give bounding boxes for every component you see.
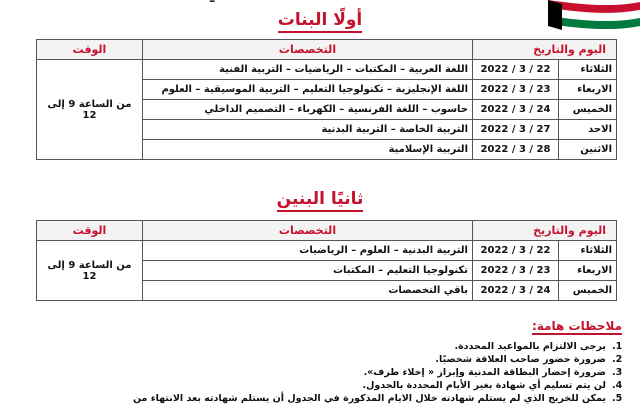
- table-header-row: [37, 40, 617, 60]
- note-number: .1: [612, 341, 623, 352]
- note-text: ضرورة إحضار البطاقة المدنية وإبراز « إخلاء طرف».: [363, 367, 606, 378]
- notes-title: ملاحظات هامة:: [532, 319, 622, 333]
- header-fragment: [210, 0, 214, 6]
- date-cell: 2022 / 3 / 23: [473, 261, 559, 281]
- header-subjects: التخصصات: [143, 221, 473, 241]
- note-text: لن يتم تسليم أي شهادة بغير الأيام المحددة بالجدول.: [362, 380, 606, 391]
- table-row: [37, 241, 617, 261]
- date-cell: 2022 / 3 / 23: [473, 80, 559, 100]
- subjects-cell: اللغة العربية – المكتبات – الرياضيات – التربية الفنية: [143, 60, 473, 80]
- day-cell: الخميس: [559, 281, 617, 301]
- date-cell: 2022 / 3 / 28: [473, 140, 559, 160]
- notes-list: [132, 340, 626, 405]
- girls-section-title: أولًا البنات: [0, 9, 640, 33]
- day-cell: الثلاثاء: [559, 60, 617, 80]
- list-item: [156, 340, 626, 353]
- time-cell: من الساعة 9 إلى 12: [37, 241, 143, 301]
- day-cell: الاحد: [559, 120, 617, 140]
- header-day-date: اليوم والتاريخ: [473, 221, 617, 241]
- day-cell: الثلاثاء: [559, 241, 617, 261]
- note-number: .4: [612, 380, 623, 391]
- note-text: يرجى الالتزام بالمواعيد المحددة.: [454, 341, 606, 352]
- list-item: [156, 379, 626, 392]
- note-text: يمكن للخريج الذي لم يستلم شهادته خلال الايام المذكورة في الجدول أن يستلم شهادته بعد الانتهاء من: [132, 393, 606, 404]
- note-text: ضرورة حضور صاحب العلاقة شخصيًا.: [435, 354, 606, 365]
- day-cell: الخميس: [559, 100, 617, 120]
- header-day-date: اليوم والتاريخ: [473, 40, 617, 60]
- day-cell: الاثنين: [559, 140, 617, 160]
- note-number: .5: [612, 393, 623, 404]
- subjects-cell: تكنولوجيا التعليم – المكتبات: [143, 261, 473, 281]
- boys-section-title: ثانيًا البنين: [0, 188, 640, 212]
- table-header-row: [37, 221, 617, 241]
- date-cell: 2022 / 3 / 22: [473, 241, 559, 261]
- header-subjects: التخصصات: [143, 40, 473, 60]
- date-cell: 2022 / 3 / 27: [473, 120, 559, 140]
- date-cell: 2022 / 3 / 22: [473, 60, 559, 80]
- table-row: [37, 60, 617, 80]
- note-number: .2: [612, 354, 623, 365]
- subjects-cell: حاسوب – اللغة الفرنسية – الكهرباء – التصميم الداخلي: [143, 100, 473, 120]
- date-cell: 2022 / 3 / 24: [473, 100, 559, 120]
- list-item: [132, 392, 626, 405]
- girls-schedule-table: [36, 39, 617, 160]
- day-cell: الاربعاء: [559, 261, 617, 281]
- subjects-cell: التربية الخاصة – التربية البدنية: [143, 120, 473, 140]
- subjects-cell: اللغة الإنجليزية – تكنولوجيا التعليم – التربية الموسيقية – العلوم: [143, 80, 473, 100]
- date-cell: 2022 / 3 / 24: [473, 281, 559, 301]
- list-item: [156, 366, 626, 379]
- header-time: الوقت: [37, 221, 143, 241]
- note-number: .3: [612, 367, 623, 378]
- time-cell: من الساعة 9 إلى 12: [37, 60, 143, 160]
- list-item: [156, 353, 626, 366]
- subjects-cell: باقي التخصصات: [143, 281, 473, 301]
- subjects-cell: التربية البدنية – العلوم – الرياضيات: [143, 241, 473, 261]
- header-time: الوقت: [37, 40, 143, 60]
- day-cell: الاربعاء: [559, 80, 617, 100]
- boys-schedule-table: [36, 220, 617, 301]
- subjects-cell: التربية الإسلامية: [143, 140, 473, 160]
